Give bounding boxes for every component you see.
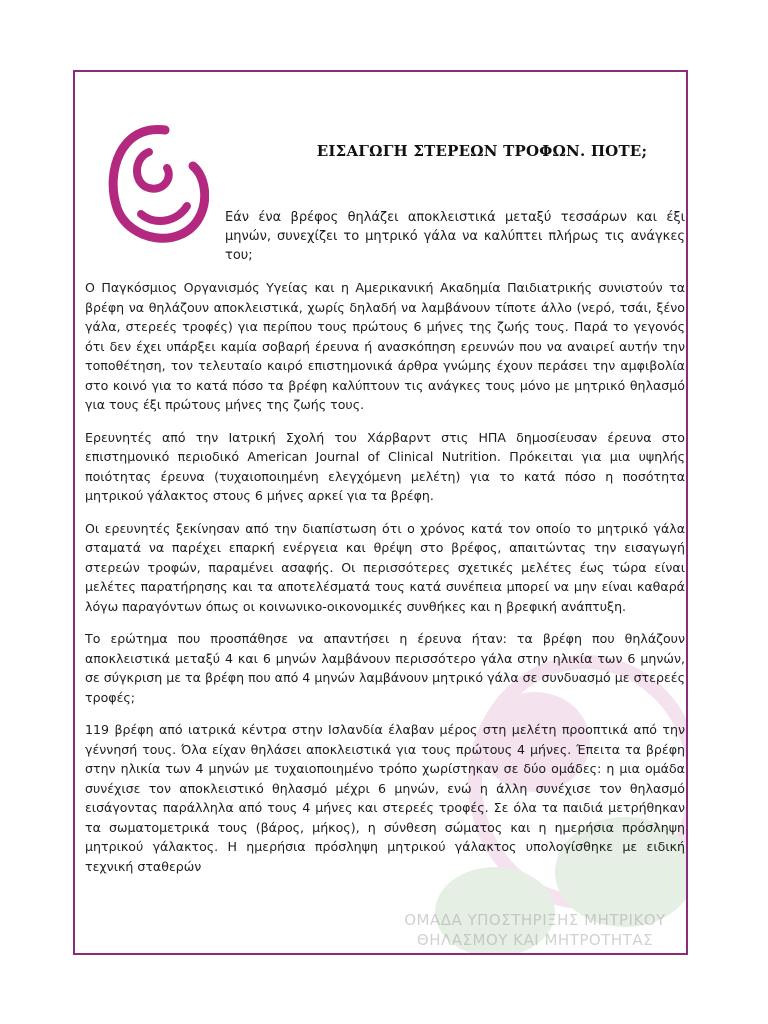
page-frame bbox=[73, 70, 688, 955]
page-title: ΕΙΣΑΓΩΓΗ ΣΤΕΡΕΩΝ ΤΡΟΦΩΝ. ΠΟΤΕ; bbox=[316, 142, 648, 160]
paragraph: 119 βρέφη από ιατρικά κέντρα στην Ισλανδία έλαβαν μέρος στη μελέτη προοπτικά από την γέννησή τους. Όλα είχαν θηλάσει αποκλειστικά για τους πρώτους 4 μήνες. Έπειτα τα βρέφη στην ηλικία των 4 μηνών με τυχαιοποιημένο τρόπο χωρίστηκαν σε δύο ομάδες: η μια ομάδα συνέχισε τον αποκλειστικό θηλασμό μέχρι 6 μηνών, ενώ η άλλη συνέχισε τον θηλασμό εισάγοντας παράλληλα από τους 4 μήνες και στερεές τροφές. Σε όλα τα παιδιά μετρήθηκαν τα σωματομετρικά τους (βάρος, μήκος), η σύνθεση σώματος και η ημερήσια πρόσληψη μητρικού γάλακτος. Η ημερήσια πρόσληψη μητρικού γάλακτος υπολογίσθηκε με ειδική τεχνική σταθερών bbox=[85, 722, 685, 874]
intro-question: Εάν ένα βρέφος θηλάζει αποκλειστικά μεταξύ τεσσάρων και έξι μηνών, συνεχίζει το μητρικό γάλα να καλύπτει πλήρως τις ανάγκες του; bbox=[225, 210, 685, 263]
paragraph: Το ερώτημα που προσπάθησε να απαντήσει η έρευνα ήταν: τα βρέφη που θηλάζουν αποκλειστικά μεταξύ 4 και 6 μηνών λαμβάνουν περισσότερο γάλα στην ηλικία των 6 μηνών, σε σύγκριση με τα βρέφη που από 4 μηνών λαμβάνουν μητρικό γάλα σε συνδυασμό με στερεές τροφές; bbox=[85, 631, 685, 705]
watermark-line-2: ΘΗΛΑΣΜΟΥ ΚΑΙ ΜΗΤΡΟΤΗΤΑΣ bbox=[416, 931, 654, 949]
paragraph: Ερευνητές από την Ιατρική Σχολή του Χάρβαρντ στις ΗΠΑ δημοσίευσαν έρευνα στο επιστημονικό περιοδικό American Journal of Clinical Nutrition. Πρόκειται για μια υψηλής ποιότητας έρευνα (τυχαιοποιημένη ελεγχόμενη μελέτη) για το κατά πόσο η ποσότητα μητρικού γάλακτος στους 6 μήνες αρκεί για τα βρέφη. bbox=[85, 429, 685, 503]
watermark-text bbox=[375, 910, 688, 950]
mother-and-baby-logo-icon bbox=[103, 122, 209, 250]
paragraph: Ο Παγκόσμιος Οργανισμός Υγείας και η Αμερικανική Ακαδημία Παιδιατρικής συνιστούν τα βρέφη να θηλάζουν αποκλειστικά, χωρίς δηλαδή να λαμβάνουν τίποτε άλλο (νερό, τσάι, ξένο γάλα, στερεές τροφές) για περίπου τους πρώτους 6 μήνες της ζωής τους. Παρά το γεγονός ότι δεν έχει υπάρξει καμία σοβαρή έρευνα ή ανασκόπηση ερευνών που να αναιρεί αυτήν την τοποθέτηση, τον τελευταίο καιρό επιστημονικά άρθρα γνώμης έχουν περάσει την αμφιβολία στο κοινό για το κατά πόσο τα βρέφη καλύπτουν τις ανάγκες τους μόνο με μητρικό θηλασμό για τους έξι πρώτους μήνες της ζωής τους. bbox=[85, 280, 685, 412]
paragraph: Οι ερευνητές ξεκίνησαν από την διαπίστωση ότι ο χρόνος κατά τον οποίο το μητρικό γάλα σταματά να παρέχει επαρκή ενέργεια και θρέψη στο βρέφος, απαιτώντας την εισαγωγή στερεών τροφών, παραμένει ασαφής. Οι περισσότερες σχετικές μελέτες έως τώρα είναι μελέτες παρατήρησης και τα αποτελέσματά τους κατά συνέπεια μπορεί να μην είναι καθαρά λόγω παραγόντων όπως οι κοινωνικο-οικονομικές συνθήκες και η βρεφική ανάπτυξη. bbox=[85, 520, 685, 614]
watermark-line-1: ΟΜΑΔΑ ΥΠΟΣΤΗΡΙΞΗΣ ΜΗΤΡΙΚΟΥ bbox=[404, 911, 666, 929]
article-body bbox=[85, 278, 685, 889]
